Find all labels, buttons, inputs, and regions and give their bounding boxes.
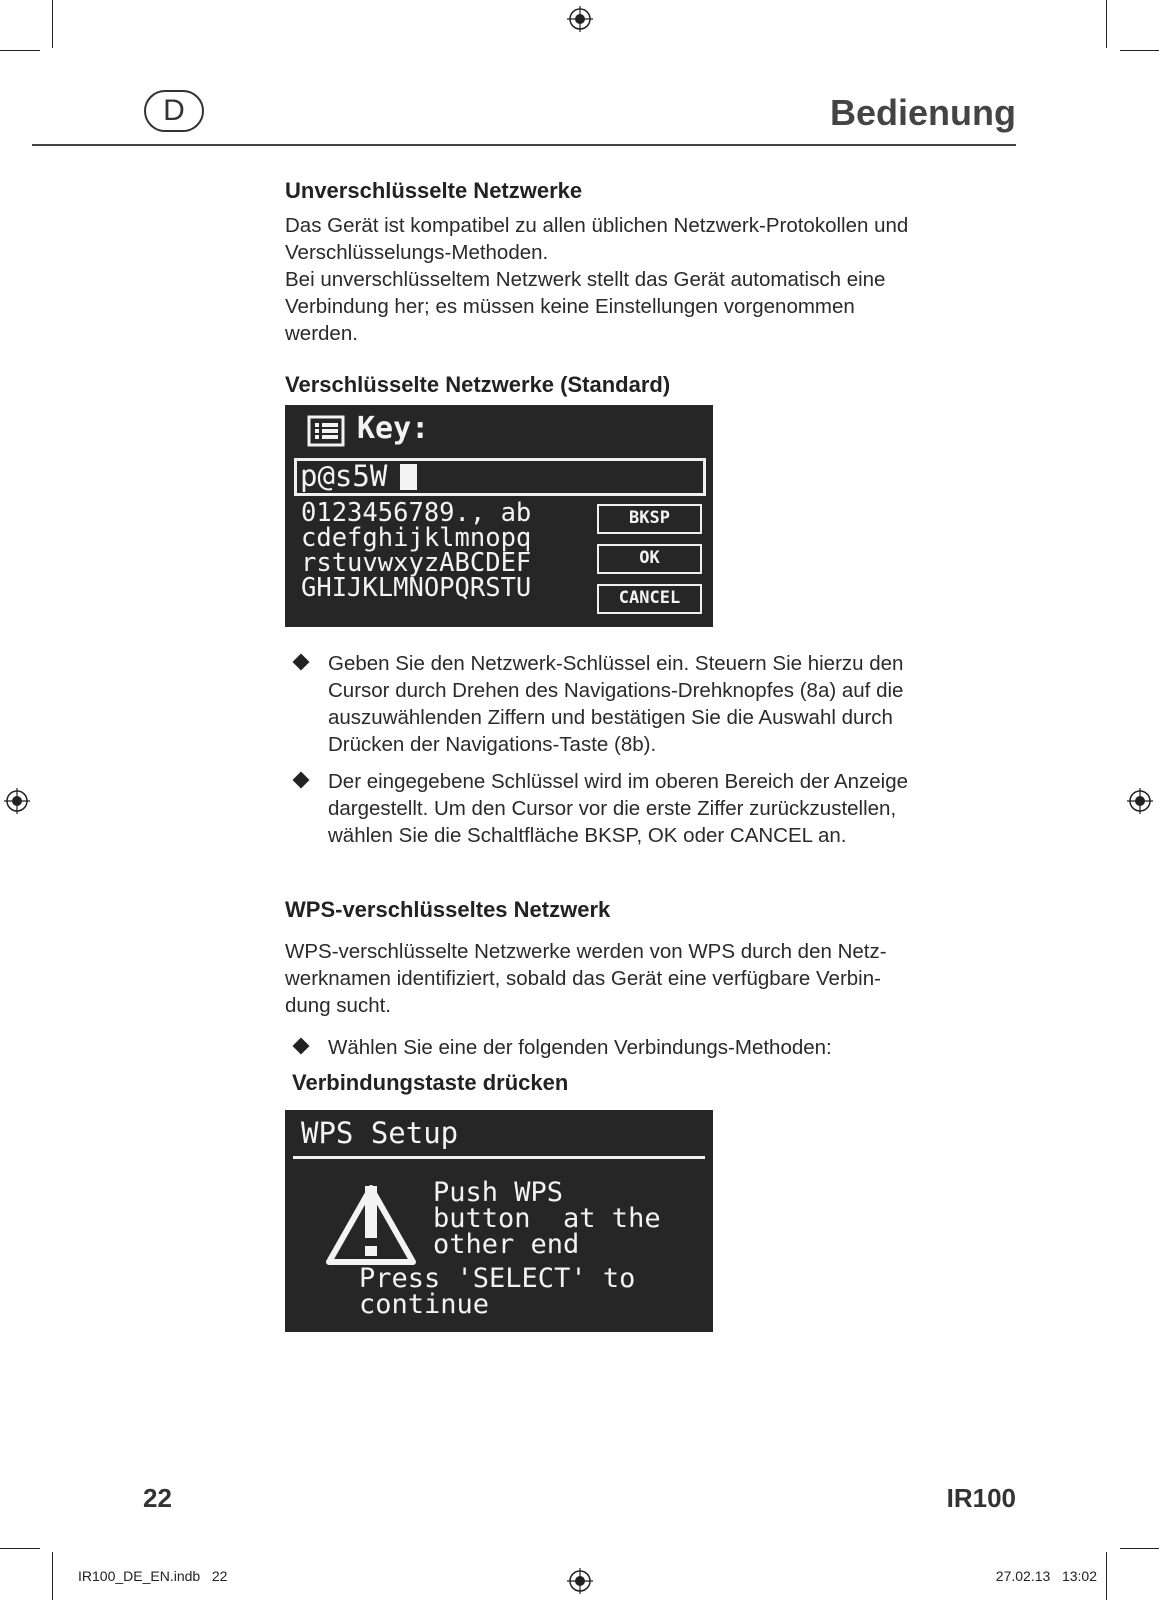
page-title: Bedienung — [830, 92, 1016, 133]
text-line: Verbindung her; es müssen keine Einstellungen vorgenommen — [285, 295, 855, 318]
registration-mark-icon — [567, 6, 593, 32]
text-cursor — [400, 464, 417, 490]
bksp-button[interactable]: BKSP — [597, 504, 702, 534]
crop-mark — [52, 1552, 53, 1600]
paragraph-wps — [285, 938, 985, 1019]
text-line: werden. — [285, 322, 358, 345]
text-line: Bei unverschlüsseltem Netzwerk stellt das Gerät automatisch eine — [285, 268, 886, 291]
bullet-item — [295, 1034, 995, 1061]
text-line: Das Gerät ist kompatibel zu allen üblichen Netzwerk-Protokollen und — [285, 214, 909, 237]
registration-mark-icon — [4, 788, 30, 814]
wps-message-line: button at the — [433, 1203, 661, 1234]
diamond-bullet-icon — [293, 654, 310, 671]
crop-mark — [52, 0, 53, 48]
lcd-divider — [293, 1156, 705, 1159]
bullet-item — [295, 768, 995, 849]
wps-message-line: other end — [433, 1229, 580, 1260]
language-badge: D — [144, 90, 204, 132]
lcd-title: Key: — [357, 411, 430, 446]
text-line: wählen Sie die Schaltfläche BKSP, OK oder CANCEL an. — [328, 824, 847, 847]
cancel-button[interactable]: CANCEL — [597, 584, 702, 614]
heading-wps: WPS-verschlüsseltes Netzwerk — [285, 897, 611, 922]
list-menu-icon — [307, 415, 345, 447]
ok-button[interactable]: OK — [597, 544, 702, 574]
subheading-wps-button: Verbindungstaste drücken — [292, 1070, 569, 1095]
model-name: IR100 — [946, 1483, 1016, 1513]
char-row[interactable]: GHIJKLMNOPQRSTU — [301, 573, 532, 603]
heading-unencrypted: Unverschlüsselte Netzwerke — [285, 178, 583, 203]
crop-mark — [1120, 1548, 1159, 1549]
text-line: WPS-verschlüsselte Netzwerke werden von WPS durch den Netz- — [285, 940, 887, 963]
key-input-value: p@s5W — [300, 459, 388, 493]
diamond-bullet-icon — [293, 772, 310, 789]
lcd-title: WPS Setup — [301, 1116, 459, 1150]
page-number: 22 — [143, 1483, 172, 1513]
crop-mark — [0, 50, 40, 51]
text-line: werknamen identifiziert, sobald das Gerät eine verfügbare Verbin- — [285, 967, 881, 990]
print-slug-file: IR100_DE_EN.indb 22 — [78, 1568, 228, 1584]
text-line: Verschlüsselungs-Methoden. — [285, 241, 549, 264]
text-line: Geben Sie den Netzwerk-Schlüssel ein. Steuern Sie hierzu den — [328, 652, 904, 675]
print-slug-date: 27.02.13 13:02 — [995, 1568, 1097, 1584]
text-line: Drücken der Navigations-Taste (8b). — [328, 733, 657, 756]
key-input-field[interactable] — [294, 458, 706, 496]
wps-setup-display — [285, 1110, 713, 1332]
text-line: Der eingegebene Schlüssel wird im oberen Bereich der Anzeige — [328, 770, 909, 793]
warning-icon — [325, 1182, 417, 1266]
press-select-line: Press 'SELECT' to — [359, 1263, 636, 1294]
char-row[interactable]: 0123456789., ab — [301, 498, 532, 528]
paragraph-unencrypted — [285, 212, 985, 347]
crop-mark — [1106, 1552, 1107, 1600]
heading-encrypted: Verschlüsselte Netzwerke (Standard) — [285, 372, 671, 397]
header-divider — [32, 144, 1016, 146]
wps-message-line: Push WPS — [433, 1177, 564, 1208]
text-line: auszuwählenden Ziffern und bestätigen Sie die Auswahl durch — [328, 706, 893, 729]
registration-mark-icon — [1127, 788, 1153, 814]
crop-mark — [1106, 0, 1107, 48]
crop-mark — [1120, 50, 1159, 51]
text-line: Wählen Sie eine der folgenden Verbindungs-Methoden: — [328, 1036, 832, 1059]
press-select-line: continue — [359, 1289, 490, 1320]
key-entry-display — [285, 405, 713, 627]
diamond-bullet-icon — [293, 1038, 310, 1055]
crop-mark — [0, 1548, 40, 1549]
char-row[interactable]: cdefghijklmnopq — [301, 523, 532, 553]
text-line: dargestellt. Um den Cursor vor die erste Ziffer zurückzustellen, — [328, 797, 897, 820]
text-line: Cursor durch Drehen des Navigations-Drehknopfes (8a) auf die — [328, 679, 904, 702]
bullet-item — [295, 650, 995, 758]
registration-mark-icon — [567, 1568, 593, 1594]
text-line: dung sucht. — [285, 994, 391, 1017]
char-row[interactable]: rstuvwxyzABCDEF — [301, 548, 532, 578]
